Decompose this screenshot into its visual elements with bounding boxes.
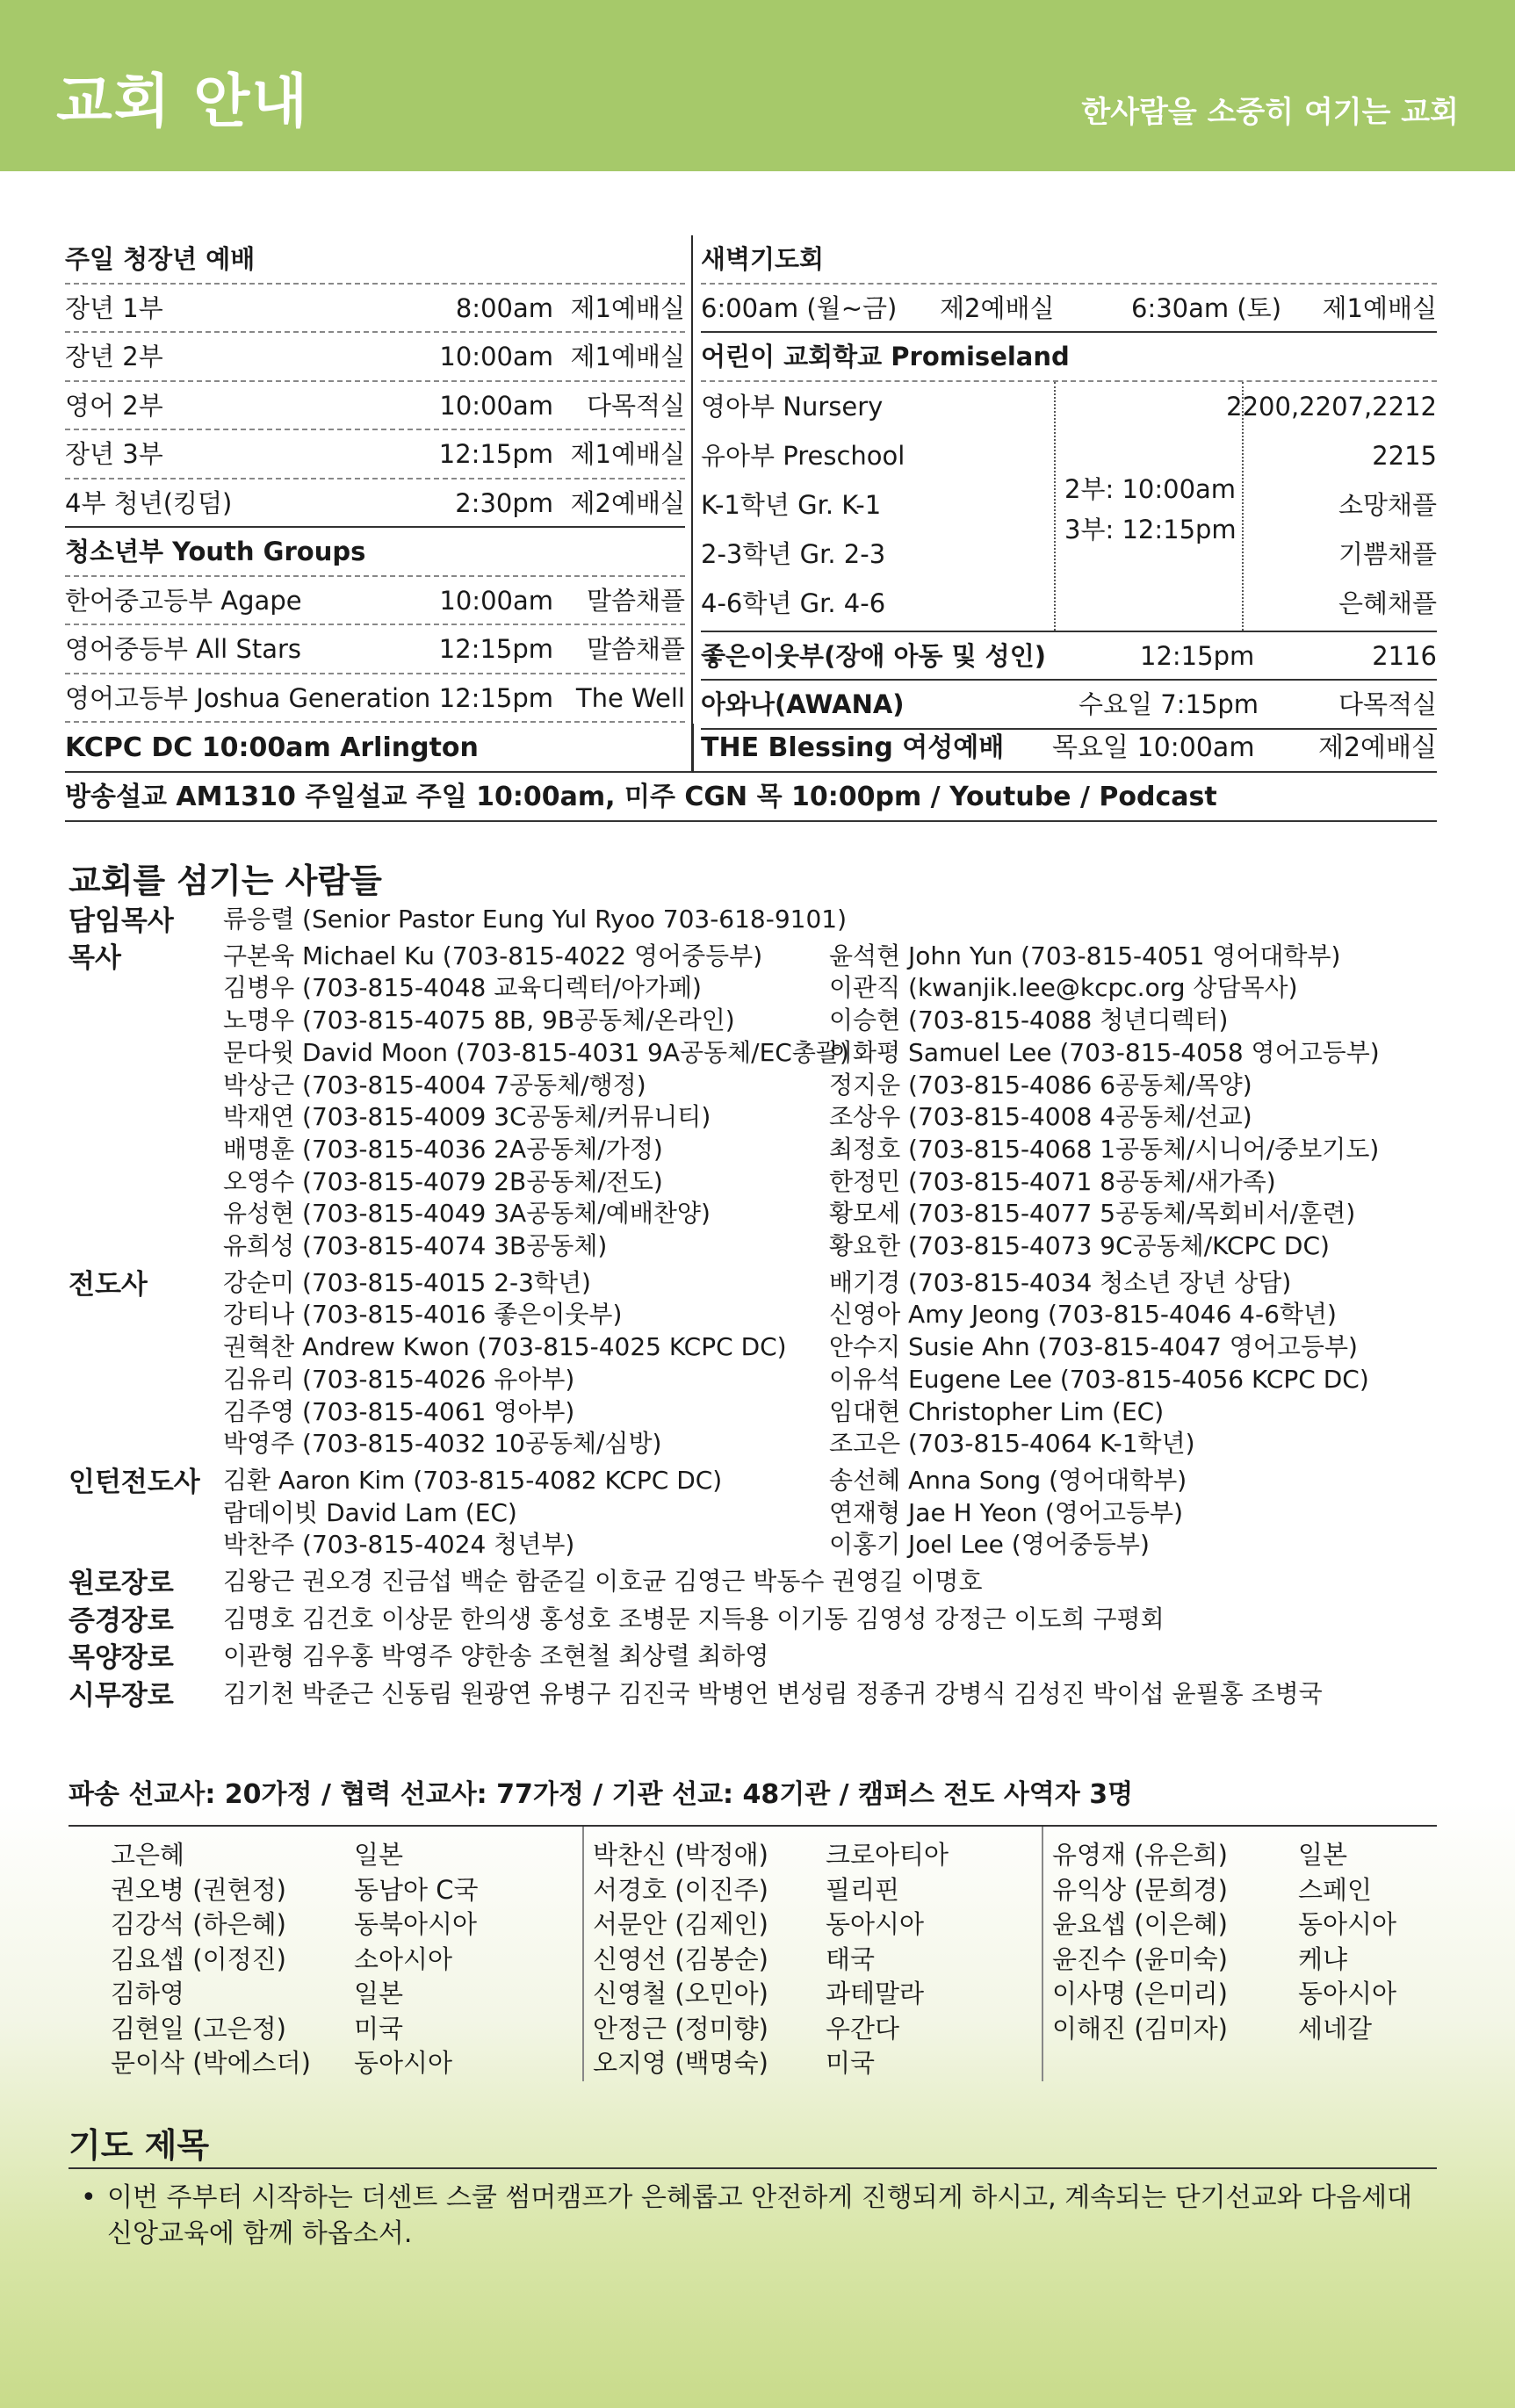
staff-entry: 김주영 (703-815-4061 영아부) <box>223 1396 575 1426</box>
sunday-service-heading: 주일 청장년 예배 <box>65 235 685 285</box>
kids-name: 2-3학년 Gr. 2-3 <box>701 538 886 569</box>
staff-entry: 안수지 Susie Ahn (703-815-4047 영어고등부) <box>829 1332 1358 1362</box>
good-neighbor-row: 좋은이웃부(장애 아동 및 성인) 12:15pm 2116 <box>701 632 1437 681</box>
missionary-name: 김현일 (고은정) <box>111 2013 286 2044</box>
broadcast-row: 방송설교 AM1310 주일설교 주일 10:00am, 미주 CGN 목 10:00pm / Youtube / Podcast <box>65 773 1437 822</box>
kids-room: 기쁨채플 <box>1338 538 1437 569</box>
missionary-place: 일본 <box>1298 1840 1348 1870</box>
missionary-name: 유익상 (문희경) <box>1052 1874 1228 1905</box>
youth-name: 한어중고등부 Agape <box>65 585 302 616</box>
service-place: 다목적실 <box>586 390 685 421</box>
staff-entry: 이화평 Samuel Lee (703-815-4058 영어고등부) <box>829 1037 1380 1067</box>
service-time: 2:30pm <box>455 487 553 518</box>
kids-times-cell: 2부: 10:00am 3부: 12:15pm <box>1054 382 1244 631</box>
staff-entry: 박영주 (703-815-4032 10공동체/심방) <box>223 1429 662 1459</box>
kids-room: 2200,2207,2212 <box>1226 391 1437 422</box>
staff-entry: 황모세 (703-815-4077 5공동체/목회비서/훈련) <box>829 1199 1356 1229</box>
staff-entry: 노명우 (703-815-4075 8B, 9B공동체/온라인) <box>223 1006 735 1035</box>
service-row <box>65 382 685 431</box>
missionary-name: 윤진수 (윤미숙) <box>1052 1943 1228 1974</box>
missionary-place: 스페인 <box>1298 1874 1373 1905</box>
missionary-place: 동남아 C국 <box>354 1874 479 1905</box>
prayer-title: 기도 제목 <box>69 2126 210 2165</box>
staff-entry: 조고은 (703-815-4064 K-1학년) <box>829 1429 1195 1459</box>
prayer-item: • 이번 주부터 시작하는 더센트 스쿨 썸머캠프가 은혜롭고 안전하게 진행되게 하시고, 계속되는 단기선교와 다음세대 신앙교육에 함께 하옵소서. <box>88 2180 1423 2252</box>
staff-category: 담임목사 <box>69 905 174 937</box>
service-time: 10:00am <box>439 342 553 371</box>
missionary-name: 김요셉 (이정진) <box>111 1943 286 1974</box>
service-name: 4부 청년(킹덤) <box>65 487 233 518</box>
awana-row: 아와나(AWANA) 수요일 7:15pm 다목적실 <box>701 681 1437 730</box>
service-time: 8:00am <box>455 292 553 323</box>
missionary-name: 고은혜 <box>111 1840 185 1870</box>
page-header <box>0 0 1515 171</box>
staff-entry: 오영수 (703-815-4079 2B공동체/전도) <box>223 1166 663 1196</box>
missionary-place: 동아시아 <box>1298 1909 1397 1939</box>
service-place: 제1예배실 <box>570 342 685 371</box>
youth-time: 10:00am <box>439 585 553 616</box>
staff-entry: 박찬주 (703-815-4024 청년부) <box>223 1530 575 1560</box>
service-row <box>65 430 685 479</box>
staff-entry: 윤석현 John Yun (703-815-4051 영어대학부) <box>829 941 1341 970</box>
staff-entry: 최정호 (703-815-4068 1공동체/시니어/중보기도) <box>829 1134 1380 1164</box>
staff-category: 목양장로 <box>69 1642 174 1675</box>
service-name: 장년 1부 <box>65 292 163 323</box>
kids-room: 소망채플 <box>1338 489 1437 520</box>
service-place: 제1예배실 <box>570 439 685 469</box>
staff-entry: 강순미 (703-815-4015 2-3학년) <box>223 1267 591 1297</box>
staff-entry: 유희성 (703-815-4074 3B공동체) <box>223 1231 608 1260</box>
staff-entry: 이관형 김우홍 박영주 양한송 조현철 최상렬 최하영 <box>223 1641 769 1671</box>
staff-entry: 구본욱 Michael Ku (703-815-4022 영어중등부) <box>223 941 763 970</box>
youth-place: 말씀채플 <box>586 585 685 616</box>
staff-entry: 배기경 (703-815-4034 청소년 장년 상담) <box>829 1267 1292 1297</box>
youth-place: 말씀채플 <box>586 634 685 664</box>
youth-time: 12:15pm <box>438 682 553 713</box>
staff-entry: 박상근 (703-815-4004 7공동체/행정) <box>223 1070 646 1099</box>
missionary-place: 크로아티아 <box>826 1840 949 1870</box>
staff-entry: 김왕근 권오경 진금섭 백순 함준길 이호균 김영근 박동수 권영길 이명호 <box>223 1567 983 1596</box>
staff-entry: 송선혜 Anna Song (영어대학부) <box>829 1465 1187 1495</box>
service-row <box>65 479 685 529</box>
staff-entry: 황요한 (703-815-4073 9C공동체/KCPC DC) <box>829 1231 1330 1260</box>
staff-entry: 문다윗 David Moon (703-815-4031 9A공동체/EC총괄) <box>223 1037 849 1067</box>
missionary-place: 과테말라 <box>826 1979 925 2008</box>
missionary-name: 오지영 (백명숙) <box>593 2048 768 2078</box>
missionary-name: 신영철 (오민아) <box>593 1979 768 2008</box>
missionary-place: 일본 <box>354 1979 404 2008</box>
missionary-name: 문이삭 (박에스더) <box>111 2048 311 2078</box>
service-time: 10:00am <box>439 390 553 421</box>
mission-column <box>582 1827 1043 2081</box>
kids-room: 은혜채플 <box>1338 588 1437 618</box>
staff-title: 교회를 섬기는 사람들 <box>69 862 382 900</box>
staff-entry: 류응렬 (Senior Pastor Eung Yul Ryoo 703-618-9101) <box>223 905 848 934</box>
missionary-name: 김강석 (하은혜) <box>111 1909 286 1939</box>
youth-row <box>65 674 685 724</box>
staff-entry: 김명호 김건호 이상문 한의생 홍성호 조병문 지득용 이기동 김영성 강정근 이도희 구평회 <box>223 1604 1165 1633</box>
prayer-divider <box>69 2167 1437 2169</box>
staff-entry: 김환 Aaron Kim (703-815-4082 KCPC DC) <box>223 1465 723 1495</box>
staff-entry: 이관직 (kwanjik.lee@kcpc.org 상담목사) <box>829 973 1298 1003</box>
kids-name: 유아부 Preschool <box>701 440 905 471</box>
missions-table <box>69 1825 1437 2081</box>
bullet-icon: • <box>81 2182 97 2213</box>
service-row <box>65 285 685 334</box>
kids-name: 영아부 Nursery <box>701 391 884 422</box>
missions-title: 파송 선교사: 20가정 / 협력 선교사: 77가정 / 기관 선교: 48기관 / 캠퍼스 전도 사역자 3명 <box>69 1779 1134 1810</box>
youth-heading: 청소년부 Youth Groups <box>65 528 685 577</box>
dawn-prayer-row: 6:00am (월~금) 제2예배실 6:30am (토) 제1예배실 <box>701 285 1437 334</box>
kids-room: 2215 <box>1372 440 1437 471</box>
service-name: 장년 2부 <box>65 342 163 371</box>
missionary-place: 필리핀 <box>826 1874 900 1905</box>
left-services-column <box>65 235 685 723</box>
missionary-place: 미국 <box>354 2013 404 2044</box>
mission-column <box>1042 1827 1439 2081</box>
youth-place: The Well <box>575 682 685 713</box>
missionary-place: 일본 <box>354 1840 404 1870</box>
missionary-name: 박찬신 (박정애) <box>593 1840 768 1870</box>
staff-category: 인턴전도사 <box>69 1466 200 1498</box>
youth-row <box>65 577 685 626</box>
staff-category: 시무장로 <box>69 1680 174 1712</box>
missionary-place: 우간다 <box>826 2013 900 2044</box>
missionary-name: 권오병 (권현정) <box>111 1874 286 1905</box>
service-place: 제2예배실 <box>570 487 685 518</box>
service-row <box>65 333 685 382</box>
staff-entry: 이홍기 Joel Lee (영어중등부) <box>829 1530 1150 1560</box>
staff-entry: 김유리 (703-815-4026 유아부) <box>223 1364 575 1394</box>
service-name: 장년 3부 <box>65 439 163 469</box>
missionary-name: 유영재 (유은희) <box>1052 1840 1228 1870</box>
staff-entry: 강티나 (703-815-4016 좋은이웃부) <box>223 1300 623 1330</box>
page-title: 교회 안내 <box>56 68 310 135</box>
staff-entry: 배명훈 (703-815-4036 2A공동체/가정) <box>223 1134 663 1164</box>
staff-entry: 이승현 (703-815-4088 청년디렉터) <box>829 1006 1229 1035</box>
kids-name: K-1학년 Gr. K-1 <box>701 489 882 520</box>
missionary-name: 서문안 (김제인) <box>593 1909 768 1939</box>
missionary-name: 이사명 (은미리) <box>1052 1979 1228 2008</box>
service-name: 영어 2부 <box>65 390 163 421</box>
missionary-name: 신영선 (김봉순) <box>593 1943 768 1974</box>
youth-row <box>65 625 685 674</box>
youth-time: 12:15pm <box>438 634 553 664</box>
missionary-place: 동북아시아 <box>354 1909 478 1939</box>
staff-category: 목사 <box>69 941 121 974</box>
page-subtitle: 한사람을 소중히 여기는 교회 <box>1081 95 1459 130</box>
staff-entry: 이유석 Eugene Lee (703-815-4056 KCPC DC) <box>829 1364 1369 1394</box>
staff-entry: 신영아 Amy Jeong (703-815-4046 4-6학년) <box>829 1300 1337 1330</box>
missionary-place: 소아시아 <box>354 1943 453 1974</box>
missionary-place: 태국 <box>826 1943 876 1974</box>
missionary-name: 김하영 <box>111 1979 185 2008</box>
staff-category: 원로장로 <box>69 1568 174 1599</box>
staff-category: 전도사 <box>69 1268 148 1301</box>
staff-category: 증경장로 <box>69 1604 174 1637</box>
table-divider <box>691 235 693 771</box>
youth-name: 영어중등부 All Stars <box>65 634 302 664</box>
missionary-place: 동아시아 <box>354 2048 453 2078</box>
service-place: 제1예배실 <box>570 292 685 323</box>
missionary-name: 서경호 (이진주) <box>593 1874 768 1905</box>
staff-entry: 김기천 박준근 신동림 원광연 유병구 김진국 박병언 변성림 정종귀 강병식 김성진 박이섭 윤필홍 조병국 <box>223 1679 1323 1709</box>
staff-entry: 권혁찬 Andrew Kwon (703-815-4025 KCPC DC) <box>223 1332 787 1362</box>
missionary-place: 동아시아 <box>826 1909 925 1939</box>
kids-block <box>701 382 1437 632</box>
missionary-place: 동아시아 <box>1298 1979 1397 2008</box>
staff-entry: 조상우 (703-815-4008 4공동체/선교) <box>829 1102 1252 1132</box>
kids-name: 4-6학년 Gr. 4-6 <box>701 588 886 618</box>
missionary-name: 이해진 (김미자) <box>1052 2013 1228 2044</box>
service-time: 12:15pm <box>438 439 553 469</box>
staff-entry: 한정민 (703-815-4071 8공동체/새가족) <box>829 1166 1276 1196</box>
staff-entry: 정지운 (703-815-4086 6공동체/목양) <box>829 1070 1252 1099</box>
staff-entry: 박재연 (703-815-4009 3C공동체/커뮤니티) <box>223 1102 711 1132</box>
staff-entry: 유성현 (703-815-4049 3A공동체/예배찬양) <box>223 1199 711 1229</box>
dawn-prayer-heading: 새벽기도회 <box>701 235 1437 285</box>
footer-divider <box>692 724 694 773</box>
staff-entry: 연재형 Jae H Yeon (영어고등부) <box>829 1497 1184 1527</box>
youth-name: 영어고등부 Joshua Generation <box>65 682 431 713</box>
kids-heading: 어린이 교회학교 Promiseland <box>701 333 1437 382</box>
mission-column <box>69 1827 582 2081</box>
staff-entry: 람데이빗 David Lam (EC) <box>223 1497 517 1527</box>
footer-service-row: KCPC DC 10:00am Arlington THE Blessing 여성예배 목요일 10:00am 제2예배실 <box>65 724 1437 773</box>
missionary-place: 케냐 <box>1298 1943 1348 1974</box>
right-services-column <box>701 235 1437 730</box>
missionary-name: 윤요셉 (이은혜) <box>1052 1909 1228 1939</box>
staff-entry: 임대현 Christopher Lim (EC) <box>829 1396 1165 1426</box>
missionary-name: 안정근 (정미향) <box>593 2013 768 2044</box>
missionary-place: 미국 <box>826 2048 876 2078</box>
missionary-place: 세네갈 <box>1298 2013 1373 2044</box>
staff-entry: 김병우 (703-815-4048 교육디렉터/아가페) <box>223 973 702 1003</box>
